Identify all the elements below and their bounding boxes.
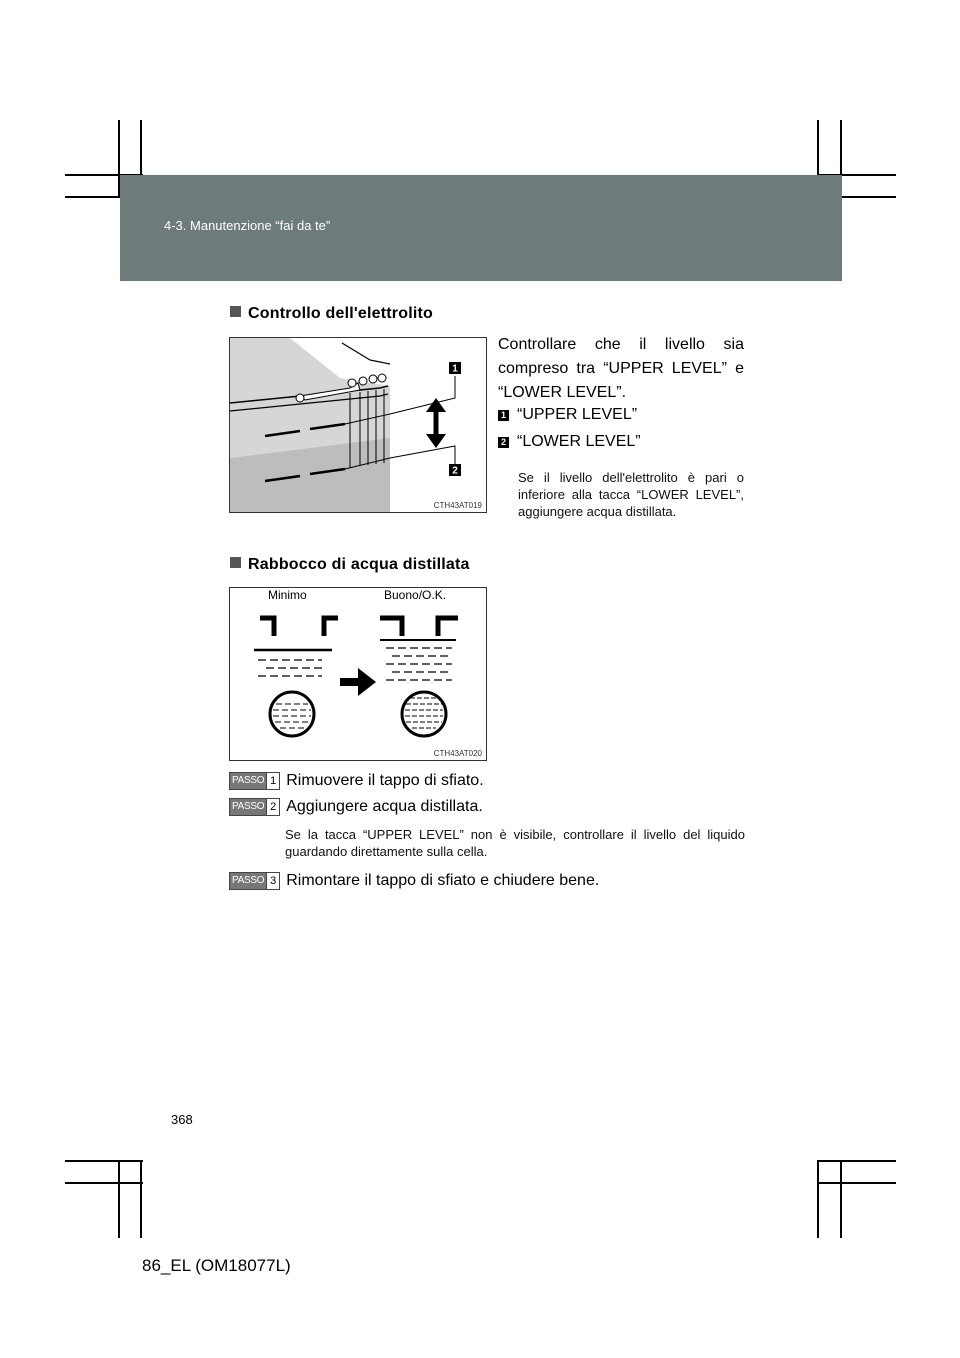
step-1 [229,772,484,790]
bullet-square-icon [230,306,241,317]
step-text: Rimontare il tappo di sfiato e chiudere bene. [286,872,600,889]
step-2 [229,798,483,816]
step-badge-label: PASSO [230,799,266,815]
figure-code: CTH43AT019 [433,501,482,510]
instruction-paragraph: Controllare che il livello sia compreso tra “UPPER LEVEL” e “LOWER LEVEL”. [498,336,744,401]
legend-item-upper [498,406,637,424]
step-2-note: Se la tacca “UPPER LEVEL” non è visibile, controllare il livello del liquido guardando direttamente sulla cella. [285,827,745,859]
bullet-square-icon [230,557,241,568]
crop-mark [817,1160,819,1238]
battery-illustration [230,338,486,512]
step-text: Aggiungere acqua distillata. [286,798,483,815]
section-title-electrolyte [230,305,433,323]
label-ok: Buono/O.K. [384,588,447,602]
step-badge [229,772,280,790]
crop-mark [140,1160,142,1238]
legend-item-lower [498,433,641,451]
crop-mark [840,1160,842,1238]
crop-mark [818,1160,896,1162]
step-badge [229,798,280,816]
legend-number: 2 [498,437,509,448]
step-badge [229,872,280,890]
step-badge-label: PASSO [230,873,266,889]
section-breadcrumb: 4-3. Manutenzione “fai da te” [164,218,331,233]
figure-code: CTH43AT020 [433,749,482,758]
document-code: 86_EL (OM18077L) [142,1256,291,1275]
crop-mark [65,1160,143,1162]
water-level-illustration [230,588,486,760]
step-text: Rimuovere il tappo di sfiato. [286,772,484,789]
legend-number: 1 [498,410,509,421]
callout-1: 1 [452,363,458,375]
crop-mark [65,1182,143,1184]
electrolyte-note: Se il livello dell'elettrolito è pari o inferiore alla tacca “LOWER LEVEL”, aggiungere acqua distillata. [518,470,744,519]
step-number: 3 [266,873,279,889]
callout-2: 2 [452,465,458,477]
section-title-distilled-water [230,556,470,574]
label-minimum: Minimo [268,588,307,602]
legend-text: “UPPER LEVEL” [517,406,638,423]
legend-text: “LOWER LEVEL” [517,433,641,450]
step-badge-label: PASSO [230,773,266,789]
crop-mark [818,1182,896,1184]
section-title-text: Rabbocco di acqua distillata [248,556,470,573]
step-number: 2 [266,799,279,815]
crop-mark [118,1160,120,1238]
step-number: 1 [266,773,279,789]
step-3 [229,872,599,890]
battery-level-figure [229,337,487,513]
section-title-text: Controllo dell'elettrolito [248,305,433,322]
page-number: 368 [171,1112,193,1127]
water-level-figure [229,587,487,761]
